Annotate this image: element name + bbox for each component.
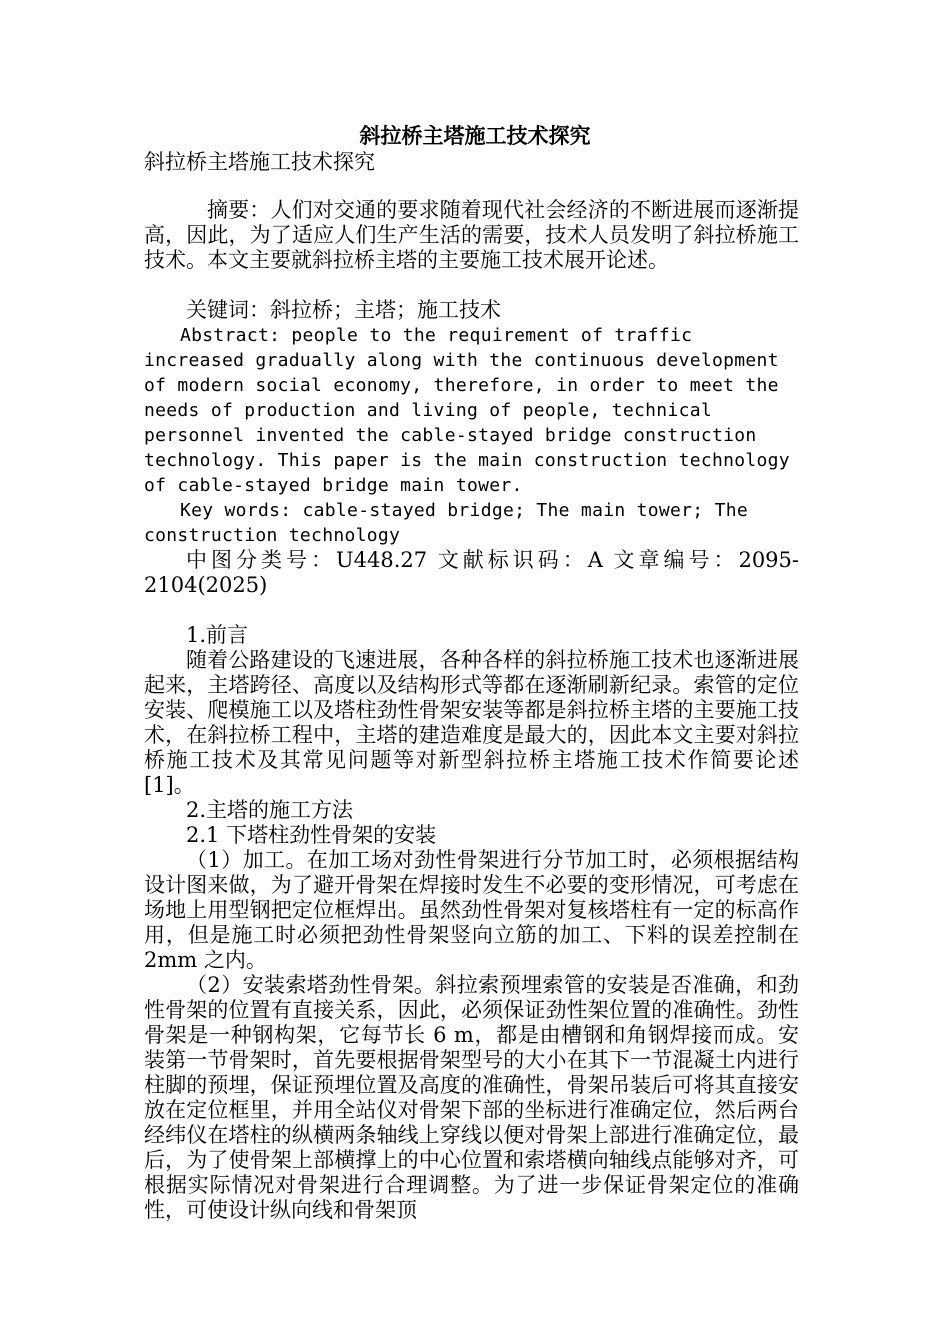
- spacer: [144, 598, 799, 623]
- spacer: [144, 273, 799, 298]
- abstract-en: Abstract: people to the requirement of traffic increased gradually along with the continuous development of modern social economy, therefore, in order to meet the needs of production and living of people, technical personnel invented the cable-stayed bridge construction technology. This paper is the main construction technology of cable-stayed bridge main tower.: [144, 325, 790, 496]
- item-1-paragraph: （1）加工。在加工场对劲性骨架进行分节加工时，必须根据结构设计图来做，为了避开骨架在焊接时发生不必要的变形情况，可考虑在场地上用型钢把定位框焊出。虽然劲性骨架对复核塔柱有一定的标高作用，但是施工时必须把劲性骨架竖向立筋的加工、下料的误差控制在 2mm 之内。: [144, 848, 799, 972]
- abstract-cn: 摘要：人们对交通的要求随着现代社会经济的不断进展而逐渐提高，因此，为了适应人们生产生活的需要，技术人员发明了斜拉桥施工技术。本文主要就斜拉桥主塔的主要施工技术展开论述。: [144, 198, 799, 272]
- section-2-heading: 2.主塔的施工方法: [186, 798, 354, 822]
- item-2-paragraph: （2）安装索塔劲性骨架。斜拉索预埋索管的安装是否准确，和劲性骨架的位置有直接关系，因此，必须保证劲性架位置的准确性。劲性骨架是一种钢构架，它每节长 6 m，都是由槽钢和角钢焊接而成。安装第一节骨架时，首先要根据骨架型号的大小在其下一节混凝土内进行柱脚的预埋，保证预埋位置及高度的准确性，骨架吊装后可将其直接安放在定位框里，并用全站仪对骨架下部的坐标进行准确定位，然后两台经纬仪在塔柱的纵横两条轴线上穿线以便对骨架上部进行准确定位，最后，为了使骨架上部横撑上的中心位置和索塔横向轴线点能够对齐，可根据实际情况对骨架进行合理调整。为了进一步保证骨架定位的准确性，可使设计纵向线和骨架顶: [144, 973, 799, 1222]
- classification-line: 中图分类号：U448.27 文献标识码：A 文章编号：2095-2104(2025): [144, 548, 799, 597]
- section-2-1-heading: 2.1 下塔柱劲性骨架的安装: [186, 823, 437, 847]
- keywords-cn: 关键词：斜拉桥；主塔；施工技术: [186, 298, 501, 322]
- document-title: 斜拉桥主塔施工技术探究: [359, 123, 591, 148]
- document-subtitle: 斜拉桥主塔施工技术探究: [144, 150, 375, 174]
- section-1-heading: 1.前言: [186, 623, 249, 647]
- section-1-paragraph: 随着公路建设的飞速进展，各种各样的斜拉桥施工技术也逐渐进展起来，主塔跨径、高度以及结构形式等都在逐渐刷新纪录。索管的定位安装、爬模施工以及塔柱劲性骨架安装等都是斜拉桥主塔的主要施工技术，在斜拉桥工程中，主塔的建造难度是最大的，因此本文主要对斜拉桥施工技术及其常见问题等对新型斜拉桥主塔施工技术作简要论述[1]。: [144, 648, 799, 797]
- keywords-en: Key words: cable-stayed bridge; The main tower; The construction technology: [144, 500, 748, 546]
- document-body: [144, 198, 799, 1223]
